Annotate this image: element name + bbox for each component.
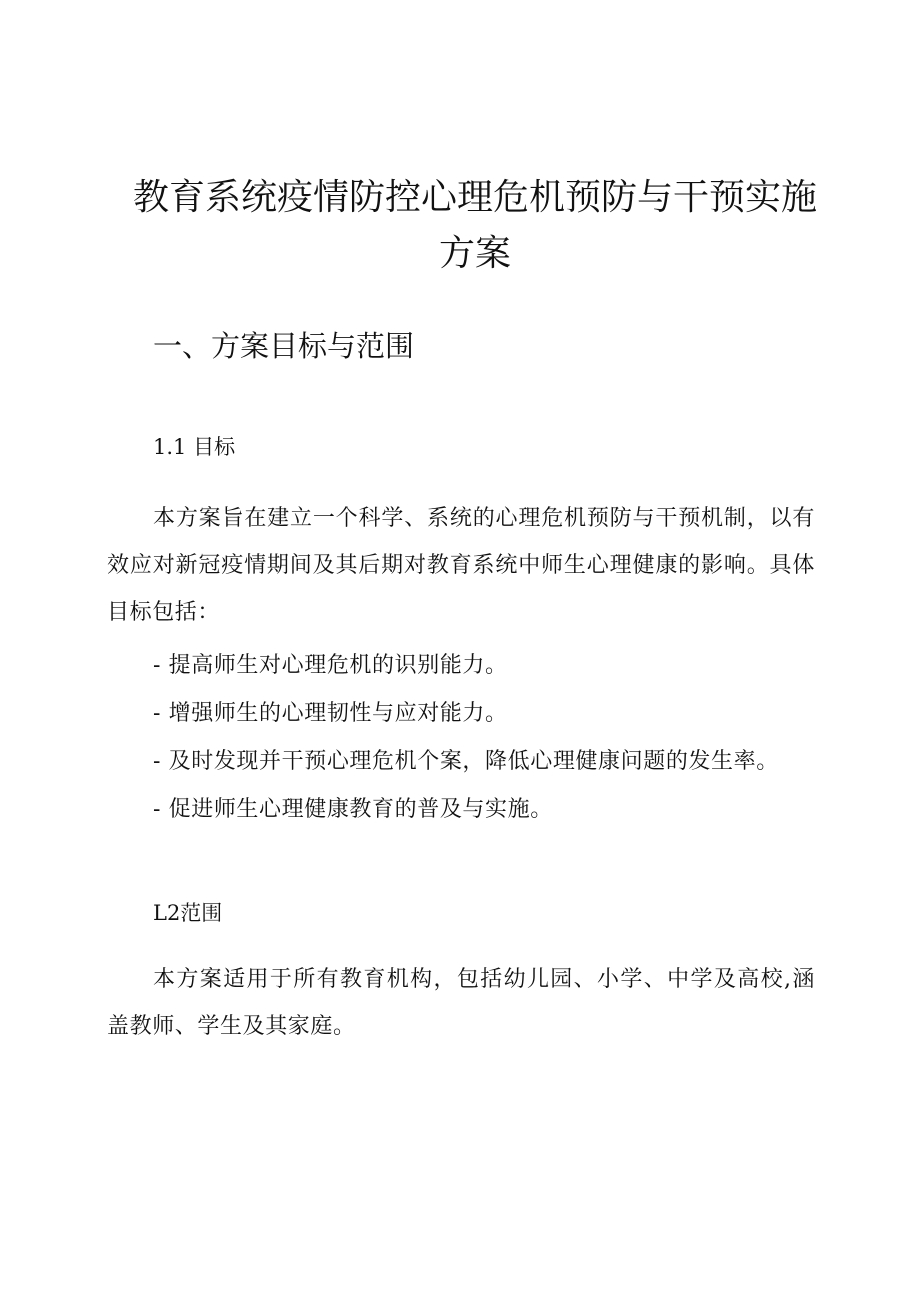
- section-heading: 一、方案目标与范围: [153, 329, 415, 363]
- list-item: - 促进师生心理健康教育的普及与实施。: [153, 797, 553, 822]
- goals-list: [153, 642, 779, 834]
- scope-paragraph: 本方案适用于所有教育机构，包括幼儿园、小学、中学及高校,涵盖教师、学生及其家庭。: [107, 967, 815, 1039]
- subsection-heading-goals: 1.1 目标: [153, 435, 236, 459]
- list-item: - 及时发现并干预心理危机个案，降低心理健康问题的发生率。: [153, 749, 779, 774]
- list-item: - 提高师生对心理危机的识别能力。: [153, 653, 508, 678]
- document-title: 教育系统疫情防控心理危机预防与干预实施方案: [132, 177, 817, 274]
- subsection-heading-scope: L2范围: [153, 901, 223, 925]
- list-item: - 增强师生的心理韧性与应对能力。: [153, 701, 508, 726]
- goals-paragraph: 本方案旨在建立一个科学、系统的心理危机预防与干预机制，以有效应对新冠疫情期间及其后期对教育系统中师生心理健康的影响。具体目标包括：: [107, 506, 815, 625]
